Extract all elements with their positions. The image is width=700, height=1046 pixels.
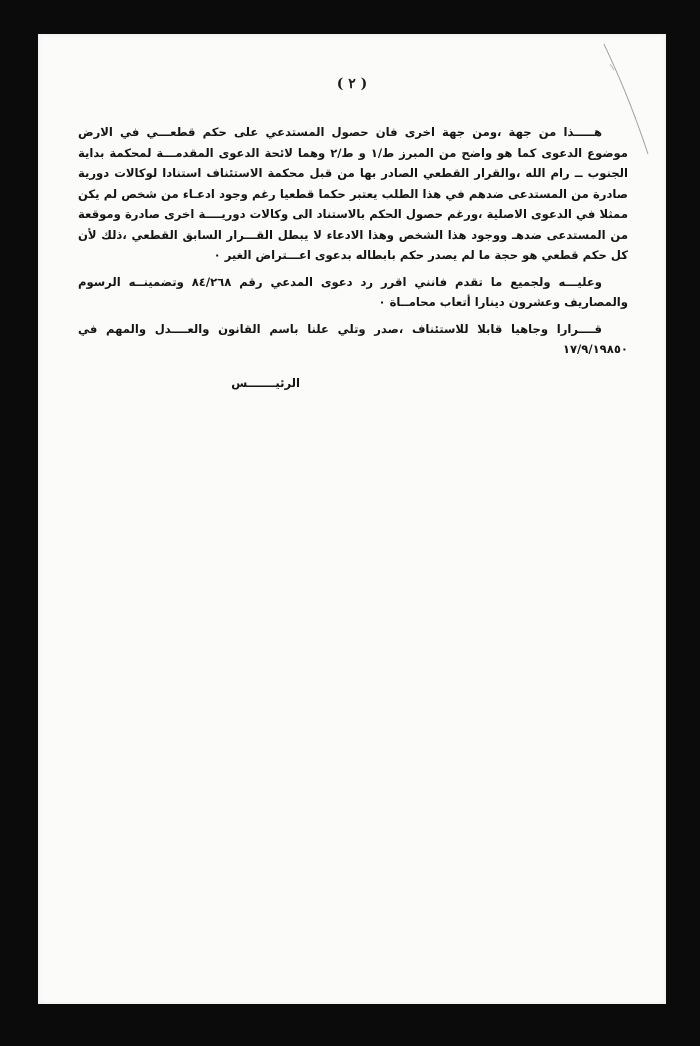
paragraph-3: قــــرارا وجاهيا قابلا للاستئناف ،صدر وتلي علنا باسم القانون والعــــدل والمهم في ١٧/٩/١٩٨٥٠ <box>78 321 628 356</box>
paragraph-2: وعليـــه ولجميع ما تقدم فانني اقرر رد دعوى المدعي رقم ٨٤/٢٦٨ وتضمينــه الرسوم والمصاريف وعشرون دينارا أتعاب محامــاة ٠ <box>78 274 628 309</box>
document-body <box>78 122 628 364</box>
page-number: ( ٢ ) <box>336 76 368 92</box>
document-page <box>38 34 666 1004</box>
paragraph-1: هـــــذا من جهة ،ومن جهة اخرى فان حصول المستدعي على حكم قطعـــي في الارض موضوع الدعوى كما هو واضح من المبرز ط/١ و ط/٢ وهما لائحة الدعوى المقدمـــة لمحكمة بداية الجنوب ــ رام الله ،والقرار القطعي الصادر بها من قبل محكمة الاستئناف استنادا لوكالات دورية صادرة من المستدعى ضدهم في هذا الطلب يعتبر حكما قطعيا رغم وجود ادعـاء من شخص لم يكن ممثلا في الدعوى الاصلية ،ورغم حصول الحكم بالاستناد الى وكالات دوريــــة اخرى صادرة وموقعة من المستدعى ضدهـ ووجود هذا الشخص وهذا الادعاء لا يبطل القـــرار السابق القطعي ،ذلك لأن كل حكم قطعي هو حجة ما لم يصدر حكم بابطاله بدعوى اعـــتراض الغير ٠ <box>78 125 628 262</box>
signature-label: الرئيـــــــس <box>231 376 300 390</box>
